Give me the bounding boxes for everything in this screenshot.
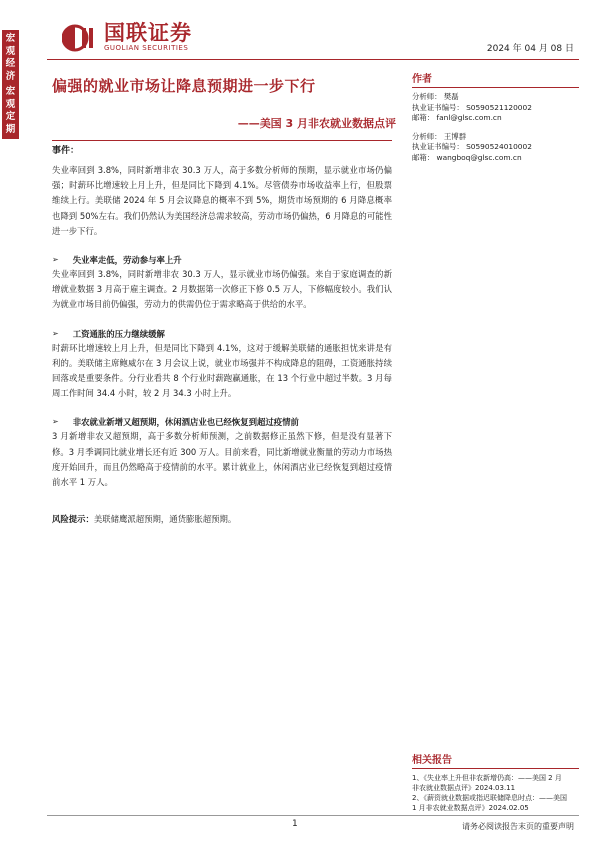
- author-panel: [412, 70, 579, 164]
- event-heading: 事件：: [52, 146, 80, 156]
- related-report-item[interactable]: 非农就业数据点评》2024.03.11: [412, 784, 516, 792]
- header-divider: [47, 59, 579, 60]
- triangle-bullet-icon: ➢: [52, 255, 59, 265]
- brand-logo: [62, 22, 192, 53]
- sidebar-label-macro-periodic: 宏观定期: [2, 83, 19, 139]
- sidebar-label-macro-economy: 宏观经济: [2, 30, 19, 86]
- author-line: 分析师： 王博群: [412, 131, 467, 141]
- author-heading: 作者: [412, 70, 579, 88]
- author-line: 分析师： 樊磊: [412, 92, 459, 101]
- triangle-bullet-icon: ➢: [52, 417, 59, 427]
- footer-disclaimer: 请务必阅读报告末页的重要声明: [462, 822, 574, 831]
- section-paragraph: 3 月新增非农又超预期，高于多数分析师预测，之前数据修正虽然下修，但是没有显著下修。3 月季调同比就业增长还有近 300 万人。目前来看，同比新增就业衡量的劳动力市场热度开始回升，而且仍然略高于疫情前的水平。累计就业上，休闲酒店业已经恢复到超过疫情前水平 1 万人。: [52, 431, 392, 488]
- related-report-item[interactable]: 1 月非农就业数据点评》2024.02.05: [412, 804, 529, 812]
- author-line: 执业证书编号： S0590521120002: [412, 102, 532, 112]
- risk-label: 风险提示：: [52, 514, 94, 525]
- author-line: 执业证书编号： S0590524010002: [412, 142, 532, 152]
- brand-name-en: GUOLIAN SECURITIES: [104, 44, 189, 52]
- section-paragraph: 失业率回到 3.8%，同时新增非农 30.3 万人，显示就业市场仍偏强。来自于家庭调查的新增就业数据 3 月高于雇主调查。2 月数据第一次修正下修 0.5 万人，下修幅度较小。我们认为就业市场目前仍偏强，劳动力的供需仍位于需求略高于供给的水平。: [52, 269, 392, 310]
- section-paragraph: 时薪环比增速较上月上升，但是同比下降到 4.1%，这对于缓解美联储的通胀担忧来讲是有利的。美联储主席鲍威尔在 3 月会议上说，就业市场强并不构成降息的阻碍，工资通胀持续回落或是重要条件。分行业看共 8 个行业时薪跑赢通胀，在 13 个行业中超过半数。3 月每周工作时间 34.4 小时，较 2 月 34.3 小时上升。: [52, 342, 392, 399]
- related-report-item[interactable]: 1、《失业率上升但非农新增仍高：——美国 2 月: [412, 774, 562, 782]
- section-heading: ➢ 失业率走低，劳动参与率上升: [52, 255, 182, 266]
- author-email[interactable]: 邮箱： wangboq@glsc.com.cn: [412, 152, 522, 162]
- report-title: 偏强的就业市场让降息预期进一步下行: [52, 77, 316, 95]
- footer-divider: [47, 815, 579, 816]
- related-heading: 相关报告: [412, 751, 579, 769]
- report-subtitle: ——美国 3 月非农就业数据点评: [237, 117, 396, 130]
- brand-name-cn: 国联证券: [104, 21, 192, 45]
- brand-logo-icon: [62, 23, 98, 53]
- side-band: [0, 0, 21, 841]
- event-paragraph: 失业率回到 3.8%，同时新增非农 30.3 万人，高于多数分析师的预期，显示就业市场仍偏强；时薪环比增速较上月上升，但是同比下降到 4.1%。尽管债券市场收益率上行，但股票维续上行。美联储 2024 年 5 月会议降息的概率不到 5%，期货市场预期的 6 月降息概率也降到 50%左右。我们仍然认为美国经济总需求较高，劳动市场仍偏热，6 月降息的可能性进一步下行。: [52, 165, 392, 236]
- section-heading: ➢ 工资通胀的压力继续缓解: [52, 328, 165, 339]
- related-report-item[interactable]: 2、《薪资就业数据或指迟联储降息时点：——美国: [412, 794, 567, 802]
- risk-warning: [52, 512, 392, 526]
- related-reports: [412, 751, 579, 813]
- report-date: 2024 年 04 月 08 日: [486, 44, 574, 54]
- triangle-bullet-icon: ➢: [52, 328, 59, 338]
- author-email[interactable]: 邮箱： fanl@glsc.com.cn: [412, 113, 502, 123]
- page-number: 1: [292, 819, 298, 829]
- risk-text: 美联储鹰派超预期，通货膨胀超预期。: [93, 514, 237, 525]
- section-heading: ➢ 非农就业新增又超预期，休闲酒店业也已经恢复到超过疫情前: [52, 417, 299, 428]
- report-body: [52, 140, 392, 526]
